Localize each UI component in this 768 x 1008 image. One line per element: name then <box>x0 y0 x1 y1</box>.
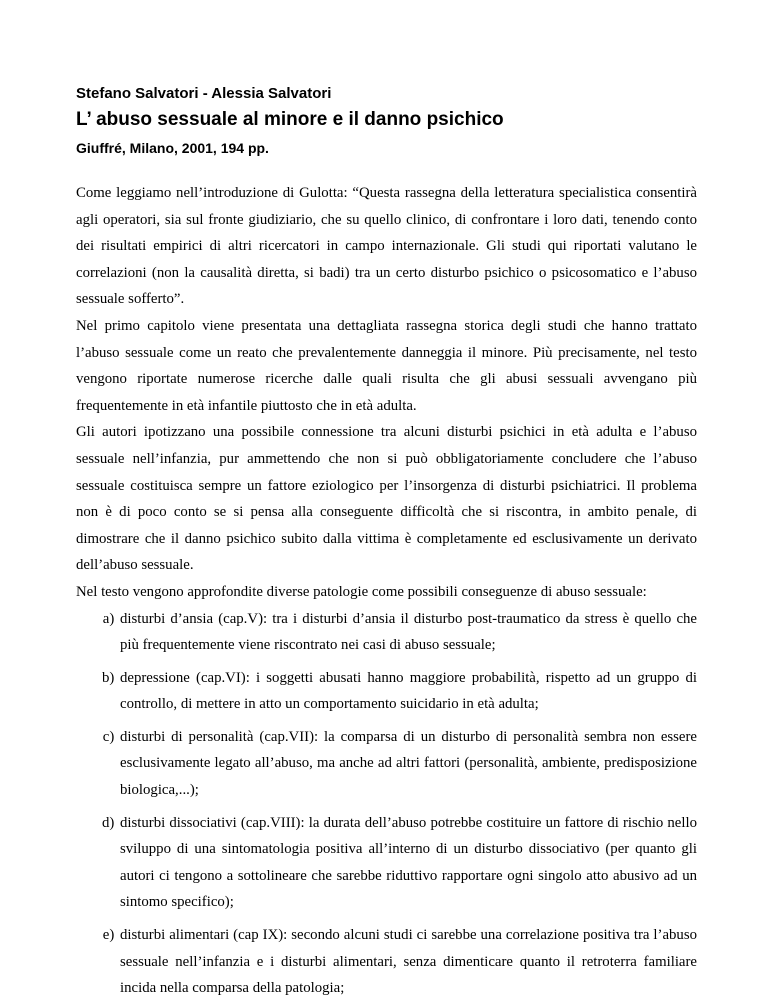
review-body <box>76 180 697 1008</box>
pathology-list <box>76 606 697 1002</box>
list-item-personality: c. disturbi di personalità (cap.VII): la comparsa di un disturbo di personalità sembra non essere esclusivamente legato all’abuso, ma anche ad altri fattori (personalità, ambiente, predisposizione biologica,...); <box>118 724 697 804</box>
book-title: L’ abuso sessuale al minore e il danno psichico <box>76 109 504 130</box>
list-item-anxiety: a. disturbi d’ansia (cap.V): tra i disturbi d’ansia il disturbo post-traumatico da stress è quello che più frequentemente viene riscontrato nei casi di abuso sessuale; <box>118 606 697 659</box>
list-item-dissociative: d. disturbi dissociativi (cap.VIII): la durata dell’abuso potrebbe costituire un fattore di rischio nello sviluppo di una sintomatologia positiva all’interno di un disturbo dissociativo (per quanto gli autori ci tengono a sottolineare che sarebbe riduttivo rapportare ogni singolo atto abusivo ad un sintomo specifico); <box>118 810 697 916</box>
book-authors: Stefano Salvatori - Alessia Salvatori <box>76 85 332 102</box>
list-item-depression: b. depressione (cap.VI): i soggetti abusati hanno maggiore probabilità, rispetto ad un gruppo di controllo, di mettere in atto un comportamento suicidario in età adulta; <box>118 665 697 718</box>
list-item-eating: e. disturbi alimentari (cap IX): secondo alcuni studi ci sarebbe una correlazione positiva tra l’abuso sessuale nell’infanzia e i disturbi alimentari, senza dimenticare quanto il retroterra familiare incida nella comparsa della patologia; <box>118 922 697 1002</box>
paragraph-list-intro: Nel testo vengono approfondite diverse patologie come possibili conseguenze di abuso sessuale: <box>76 583 647 600</box>
paragraph-hypothesis: Gli autori ipotizzano una possibile connessione tra alcuni disturbi psichici in età adulta e l’abuso sessuale nell’infanzia, pur ammettendo che non si può obbligatoriamente concludere che l’abuso sessuale costituisca sempre un fattore eziologico per l’insorgenza di disturbi psichiatrici. Il problema non è di poco conto se si pensa alla conseguente difficoltà che si riscontra, in ambito penale, di dimostrare che il danno psichico subito dalla vittima è completamente ed esclusivamente un derivato dell’abuso sessuale. <box>76 424 697 574</box>
book-publication-info: Giuffré, Milano, 2001, 194 pp. <box>76 140 269 156</box>
paragraph-intro: Come leggiamo nell’introduzione di Gulotta: “Questa rassegna della letteratura specialistica consentirà agli operatori, sia sul fronte giudiziario, che su quello clinico, di confrontare i loro dati, tenendo conto dei risultati empirici di altri ricercatori in campo internazionale. Gli studi qui riportati valutano le correlazioni (non la causalità diretta, si badi) tra un certo disturbo psichico o psicosomatico e l’abuso sessuale sofferto”. <box>76 185 697 308</box>
paragraph-chapter-one: Nel primo capitolo viene presentata una dettagliata rassegna storica degli studi che hanno trattato l’abuso sessuale come un reato che prevalentemente danneggia il minore. Più precisamente, nel testo vengono riportate numerose ricerche dalle quali risulta che gli abusi sessuali avvengano più frequentemente in età infantile piuttosto che in età adulta. <box>76 317 697 414</box>
